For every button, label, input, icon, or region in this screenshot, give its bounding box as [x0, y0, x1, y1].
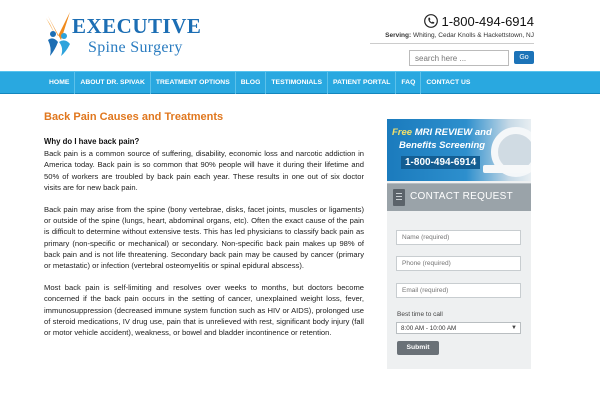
article-subheading: Why do I have back pain?: [44, 137, 140, 146]
nav-item-blog[interactable]: BLOG: [236, 72, 267, 94]
mri-review-banner[interactable]: [387, 119, 531, 181]
banner-mri: MRI REVIEW and: [414, 127, 492, 138]
page-title: Back Pain Causes and Treatments: [44, 111, 224, 123]
form-document-icon: [393, 189, 405, 206]
header-phone[interactable]: [424, 12, 534, 30]
nav-item-contact[interactable]: CONTACT US: [426, 79, 471, 86]
logo-text-executive: EXECUTIVE: [72, 14, 202, 38]
best-time-select[interactable]: [396, 322, 521, 334]
nav-item-home[interactable]: HOME: [44, 72, 75, 94]
serving-label: Serving:: [385, 32, 412, 39]
banner-free: Free: [392, 127, 413, 138]
mri-bed-image: [483, 165, 531, 173]
article-paragraph: Most back pain is self-limiting and resolves over weeks to months, but doctors become concerned if the back pain occurs in the setting of cancer, unexplained weight loss, fever, immunosuppression (decreased immune system function such as HIV or AIDS), prolonged use of steroid medications, IV drug use, pain that is unrelieved with rest, significant body injury (fall or motor vehicle accident), weakness, or bowel and bladder incontinence or retention.: [44, 283, 364, 338]
serving-locations: [385, 32, 534, 39]
article-content: [44, 136, 364, 349]
banner-phone: 1-800-494-6914: [401, 156, 480, 169]
site-header: [0, 0, 600, 72]
sidebar: [387, 119, 531, 369]
phone-icon: [424, 14, 438, 28]
logo-text-spine-surgery: Spine Surgery: [88, 39, 183, 56]
logo[interactable]: [44, 8, 202, 60]
phone-number: 1-800-494-6914: [441, 13, 534, 29]
banner-line-2: Benefits Screening: [399, 140, 486, 151]
best-time-value: 8:00 AM - 10:00 AM: [401, 325, 457, 332]
article-paragraph: Back pain is a common source of suffering, disability, economic loss and narcotic addiction in America today. Back pain is so common that 90% people will have it during their lifetime and 50% of workers are troubled by back pain each year. These results in one out of six doctor visits are for new back pain.: [44, 149, 364, 192]
nav-item-faq[interactable]: FAQ: [396, 72, 421, 94]
banner-line-1: [392, 127, 492, 138]
search-input[interactable]: [409, 50, 509, 66]
chevron-down-icon: ▼: [511, 325, 517, 331]
email-field[interactable]: [396, 283, 521, 298]
contact-request-title: CONTACT REQUEST: [410, 191, 514, 202]
nav-item-testimonials[interactable]: TESTIMONIALS: [266, 72, 328, 94]
nav-item-treatment-options[interactable]: TREATMENT OPTIONS: [151, 72, 236, 94]
submit-button[interactable]: Submit: [397, 341, 439, 355]
serving-text: Whiting, Cedar Knolls & Hackettstown, NJ: [412, 32, 534, 39]
main-nav: [0, 71, 600, 94]
search-button[interactable]: Go: [514, 51, 534, 64]
name-field[interactable]: [396, 230, 521, 245]
article-paragraph: Back pain may arise from the spine (bony vertebrae, disks, facet joints, muscles or ligaments) or outside of the spine (lungs, heart, abdominal organs, etc). Often the exact cause of the pain is difficult to determine without extensive tests. This has led physicians to classify back pain as primary (non-specific or mechanical) or secondary. Non-specific back pain makes up 98% of back pain and is not life threatening. Secondary back pain may be caused by cancer (primary or metastatic) or infection (vertebral osteomyelitis or spinal epidural abscess).: [44, 205, 364, 271]
phone-field[interactable]: [396, 256, 521, 271]
contact-request-header: [387, 183, 531, 211]
best-time-label: Best time to call: [397, 311, 443, 318]
nav-item-patient-portal[interactable]: PATIENT PORTAL: [328, 72, 396, 94]
header-divider: [370, 43, 534, 44]
logo-figure-icon: [44, 10, 74, 58]
nav-item-about[interactable]: ABOUT DR. SPIVAK: [75, 72, 150, 94]
